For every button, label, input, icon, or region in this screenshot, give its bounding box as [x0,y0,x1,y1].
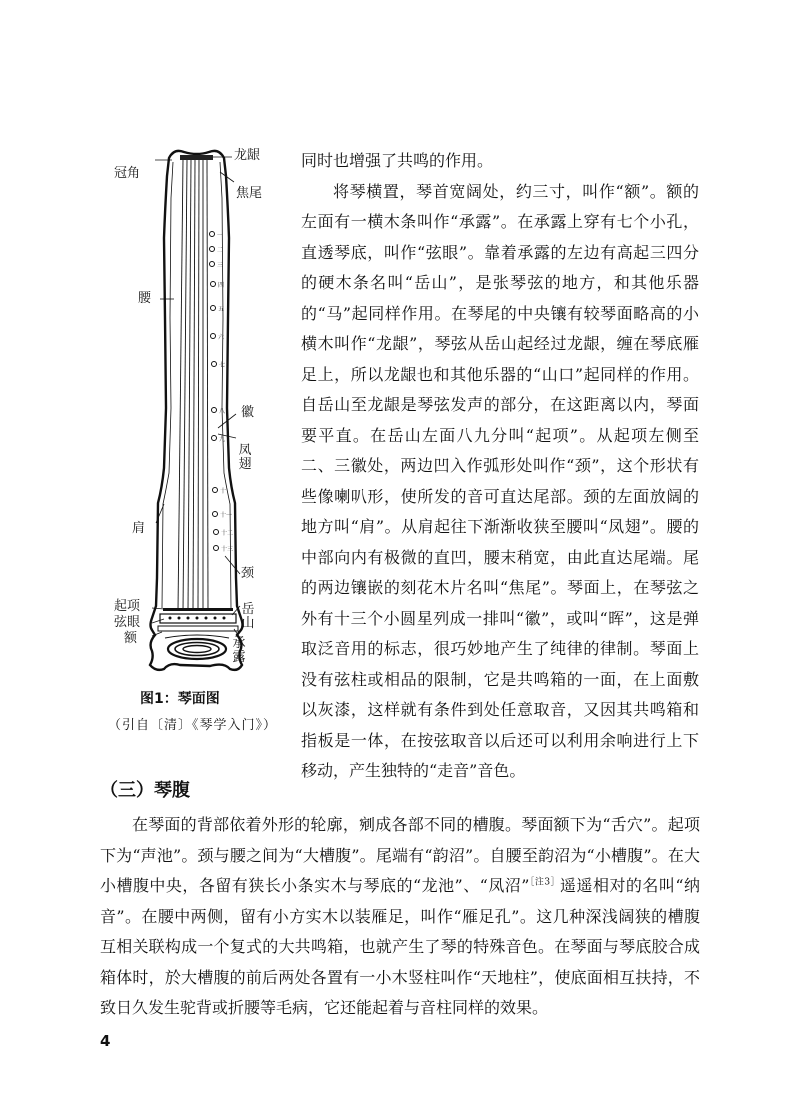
hui-mark: 六 [218,334,225,341]
qin-face-diagram [100,138,285,698]
label-yao: 腰 [138,291,152,306]
paragraph [100,810,700,1024]
label-e: 额 [124,631,138,646]
paragraph: 同时也增强了共鸣的作用。 [301,151,494,170]
hui-mark: 七 [219,362,226,369]
label-chenglu: 承露 [232,636,246,665]
page-number: 4 [100,1032,111,1050]
section-heading: （三）琴腹 [100,780,190,801]
label-xianyan: 弦眼 [114,615,141,630]
chenglu-bar [158,626,238,631]
paragraph-part-b: 遥遥相对的名叫“纳音”。在腰中两侧，留有小方实木以装雁足，叫作“雁足孔”。这几种深浅阔狭的槽腹互相关联构成一个复式的大共鸣箱，也就产生了琴的特殊音色。在琴面与琴底胶合成箱体时，於大槽腹的前后两处各置有一小木竖柱叫作“天地柱”，使底面相互扶持，不致日久发生驼背或折腰等毛病，它还能起着与音柱同样的效果。 [100,876,700,1017]
hui-mark: 一 [217,232,224,239]
label-fengchi: 凤翅 [238,443,252,472]
hui-mark: 八 [219,408,226,415]
footnote-ref[interactable]: ［注3］ [529,877,561,888]
hui-mark: 十一 [220,512,233,519]
hui-mark: 十三 [221,546,234,553]
label-hui: 徽 [241,405,255,420]
hui-mark: 五 [218,306,225,313]
hui-mark: 二 [217,247,224,254]
paragraph: 将琴横置，琴首宽阔处，约三寸，叫作“额”。额的左面有一横木条叫作“承露”。在承露上穿有七个小孔，直透琴底，叫作“弦眼”。靠着承露的左边有高起三四分的硬木条名叫“岳山”，是张琴弦的地方，和其他乐器的“马”起同样作用。在琴尾的中央镶有较琴面略高的小横木叫作“龙龈”，琴弦从岳山起经过龙龈，缠在琴底雁足上，所以龙龈也和其他乐器的“山口”起同样的作用。自岳山至龙龈是琴弦发声的部分，在这距离以内，琴面要平直。在岳山左面八九分叫“起项”。从起项左侧至二、三徽处，两边凹入作弧形处叫作“颈”，这个形状有些像喇叭形，使所发的音可直达尾部。颈的左面放阔的地方叫“肩”。从肩起往下渐渐收狭至腰叫“凤翅”。腰的中部向内有极微的直凹，腰末稍宽，由此直达尾端。尾的两边镶嵌的刻花木片名叫“焦尾”。琴面上，在琴弦之外有十三个小圆星列成一排叫“徽”，或叫“晖”，这是弹取泛音用的标志，很巧妙地产生了纯律的律制。琴面上没有弦柱或相品的限制，它是共鸣箱的一面，在上面敷以灰漆，这样就有条件到处任意取音，又因其共鸣箱和指板是一体，在按弦取音以后还可以利用余响进行上下移动，产生独特的“走音”音色。 [301,181,699,780]
hui-mark: 十 [220,488,227,495]
label-jian: 肩 [132,521,146,536]
label-guanjiao: 冠角 [114,166,141,181]
hui-mark: 十二 [221,530,234,537]
hui-mark: 三 [217,262,224,269]
longyin-bar [180,155,213,160]
figure-source: （引自〔清〕《琴学入门》） [108,718,278,733]
hui-mark: 九 [219,436,226,443]
section-body [100,810,700,1024]
label-jiaowei: 焦尾 [236,186,263,201]
hui-mark: 四 [218,282,225,289]
label-yueshan: 岳山 [241,602,255,631]
paragraph-part-a: 在琴面的背部依着外形的轮廓，剜成各部不同的槽腹。琴面额下为“舌穴”。起项下为“声池”。颈与腰之间为“大槽腹”。尾端有“韵沼”。自腰至韵沼为“小槽腹”。在大小槽腹中央，各留有狭长小条实木与琴底的“龙池”、“凤沼” [100,815,700,895]
figure-caption: 图1：琴面图 [140,691,220,707]
qixiang-bar [163,608,233,611]
qin-outline [150,151,243,670]
right-column-text [301,146,699,787]
label-longyin: 龙龈 [234,148,261,163]
label-jing: 颈 [241,566,255,581]
label-qixiang: 起项 [114,599,141,614]
qin-face-figure [100,138,285,698]
